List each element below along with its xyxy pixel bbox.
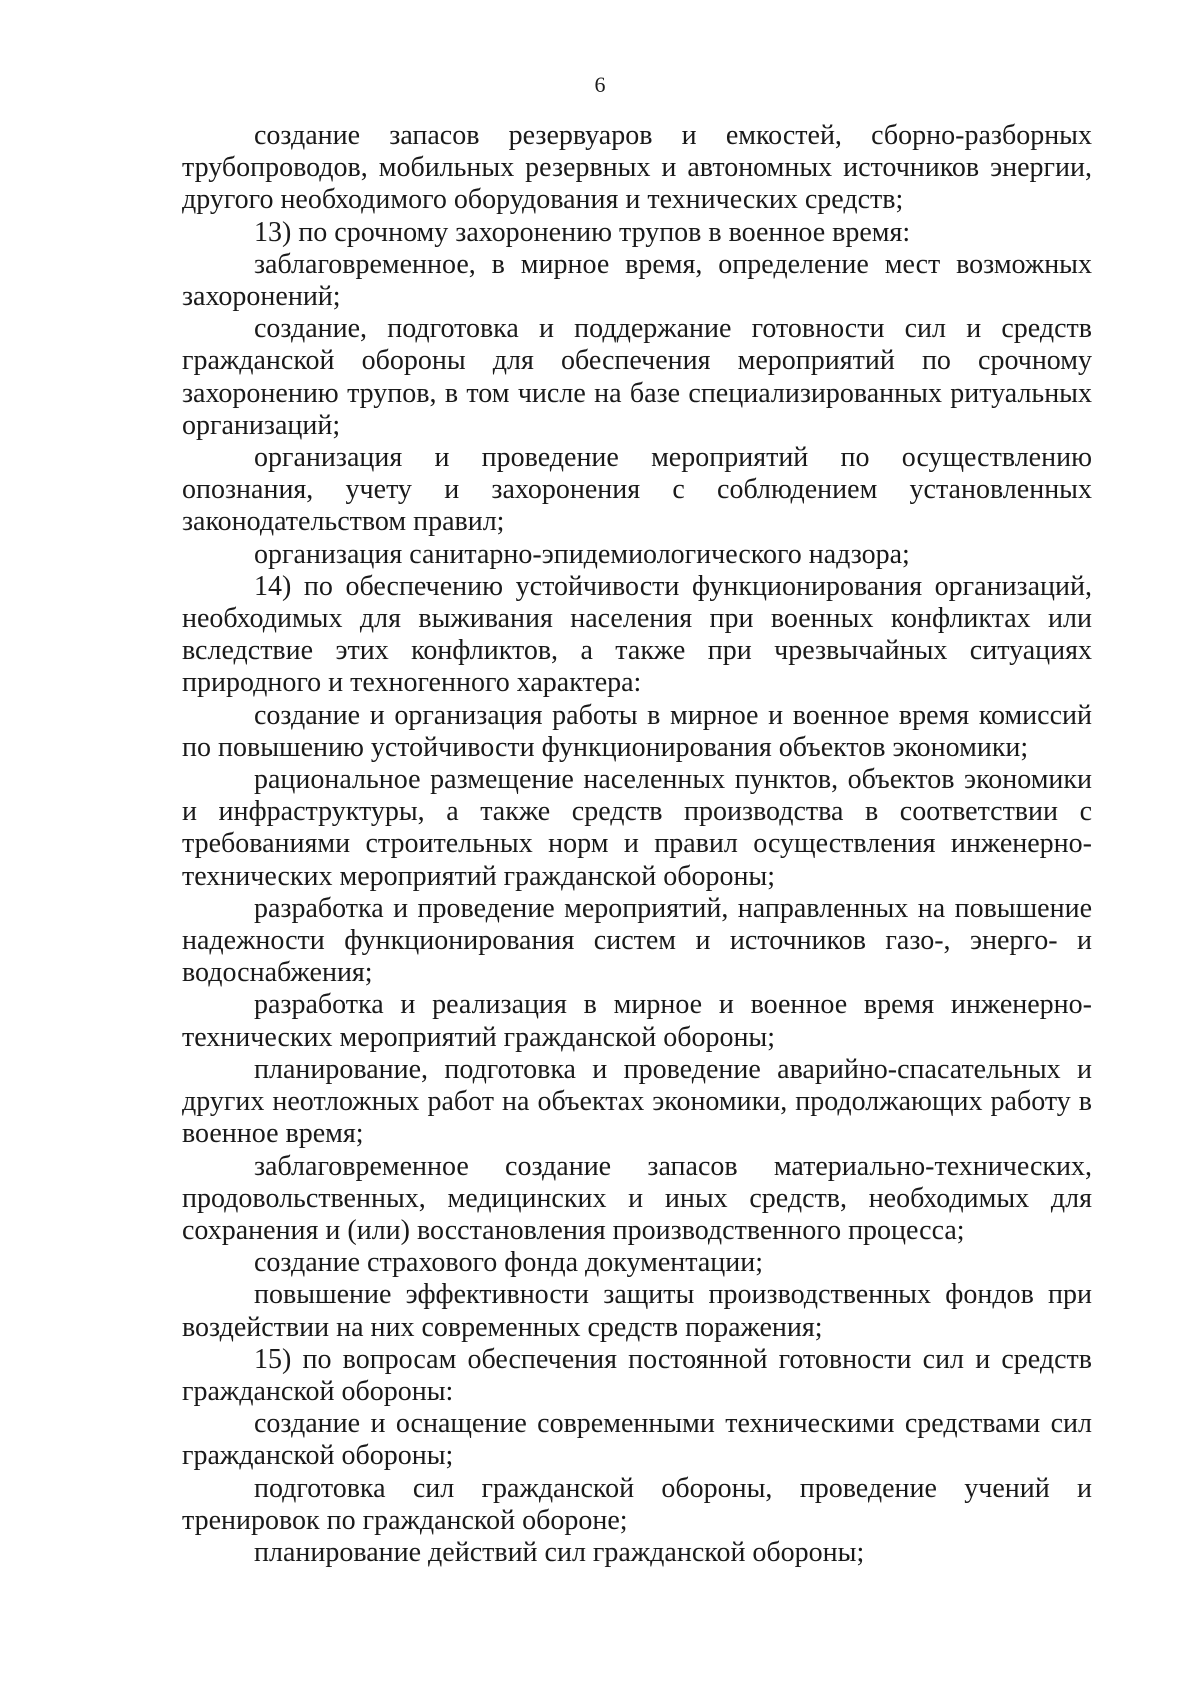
paragraph-rational-placement: рациональное размещение населенных пунктов, объектов экономики и инфраструктуры, а также средств производства в соответствии с требованиями строительных норм и правил осуществления инженерно-технических мероприятий гражданской обороны; [182,764,1092,892]
page-number: 6 [594,72,606,97]
paragraph-item-15-heading: 15) по вопросам обеспечения постоянной готовности сил и средств гражданской обороны: [182,1343,1092,1407]
document-body [182,120,1092,1569]
paragraph-supply-reliability: разработка и проведение мероприятий, направленных на повышение надежности функционирования систем и источников газо-, энерго- и водоснабжения; [182,892,1092,989]
paragraph-protection-efficiency: повышение эффективности защиты производственных фондов при воздействии на них современных средств поражения; [182,1279,1092,1343]
paragraph-planning-actions: планирование действий сил гражданской обороны; [254,1536,865,1568]
paragraph-burial-sites: заблаговременное, в мирное время, определение мест возможных захоронений; [182,248,1092,313]
paragraph-item-14-heading: 14) по обеспечению устойчивости функционирования организаций, необходимых для выживания населения при военных конфликтах или вследствие этих конфликтов, а также при чрезвычайных ситуациях природного и техногенного характера: [182,570,1092,699]
paragraph-commissions: создание и организация работы в мирное и военное время комиссий по повышению устойчивости функционирования объектов экономики; [182,699,1092,763]
paragraph-training-forces: подготовка сил гражданской обороны, проведение учений и тренировок по гражданской обороне; [182,1472,1092,1536]
paragraph-engineering-measures: разработка и реализация в мирное и военное время инженерно-технических мероприятий гражданской обороны; [182,989,1092,1053]
paragraph-material-stocks: заблаговременное создание запасов материально-технических, продовольственных, медицинских и иных средств, необходимых для сохранения и (или) восстановления производственного процесса; [182,1150,1092,1246]
paragraph-insurance-fund: создание страхового фонда документации; [254,1247,763,1279]
paragraph-item-13-heading: 13) по срочному захоронению трупов в военное время: [254,216,911,248]
paragraph-burial-forces: создание, подготовка и поддержание готовности сил и средств гражданской обороны для обеспечения мероприятий по срочному захоронению трупов, в том числе на базе специализированных ритуальных организаций; [182,313,1092,441]
paragraph-identification: организация и проведение мероприятий по осуществлению опознания, учету и захоронения с соблюдением установленных законодательством правил; [182,442,1092,538]
paragraph-sanitary-supervision: организация санитарно-эпидемиологического надзора; [254,538,910,570]
paragraph-reservoir-stocks: создание запасов резервуаров и емкостей, сборно-разборных трубопроводов, мобильных резервных и автономных источников энергии, другого необходимого оборудования и технических средств; [182,120,1092,216]
paragraph-equipping-forces: создание и оснащение современными техническими средствами сил гражданской обороны; [182,1408,1092,1472]
paragraph-rescue-works: планирование, подготовка и проведение аварийно-спасательных и других неотложных работ на объектах экономики, продолжающих работу в военное время; [182,1053,1092,1150]
